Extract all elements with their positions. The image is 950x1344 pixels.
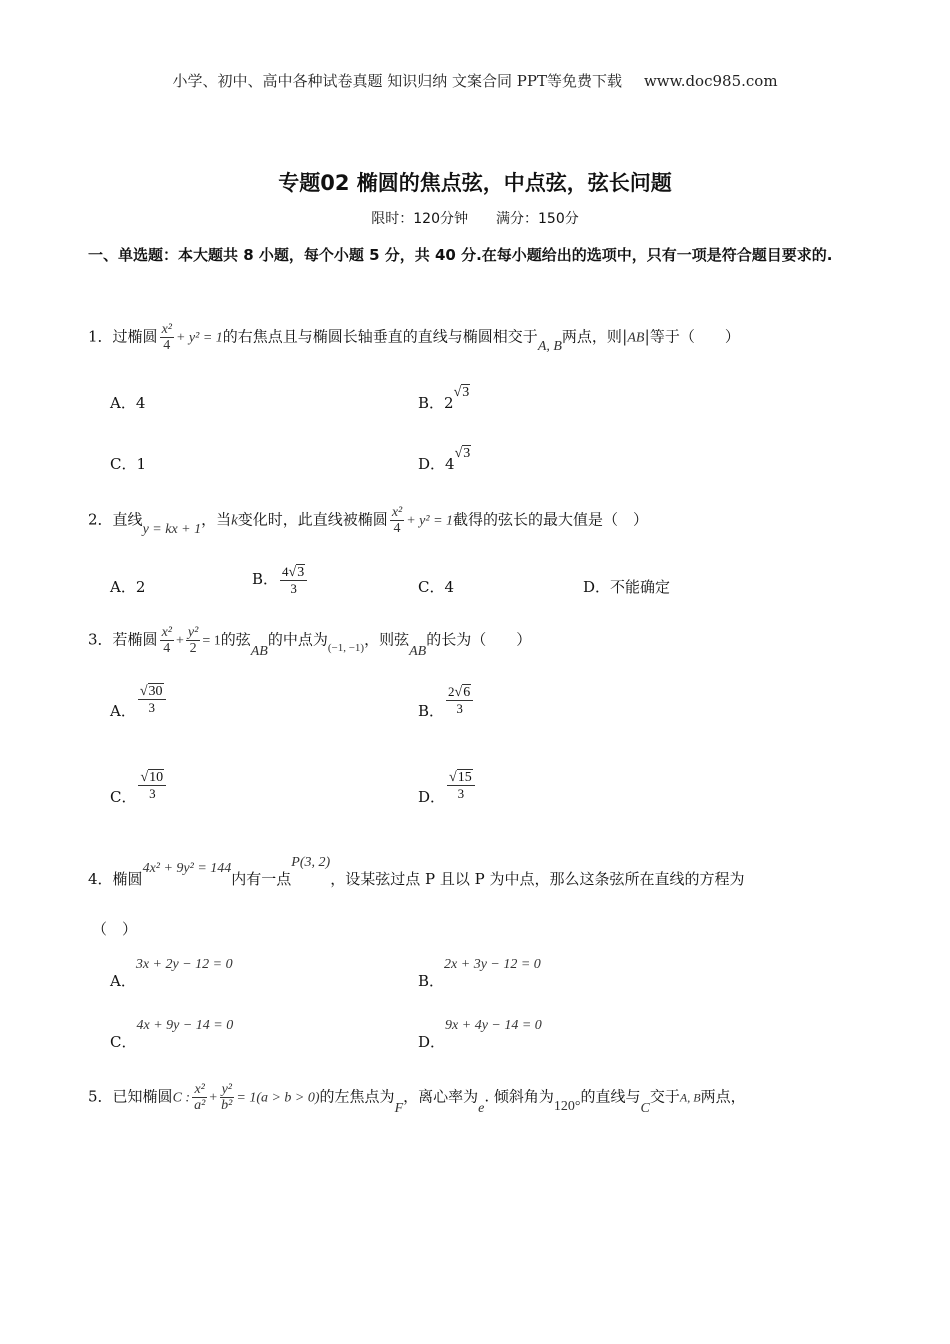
- question-text: 过椭圆: [112, 327, 158, 346]
- section-heading: 一、单选题：本大题共 8 小题，每个小题 5 分，共 40 分.在每小题给出的选项中，只有一项是符合题目要求的.: [88, 246, 833, 264]
- header-url[interactable]: www.doc985.com: [643, 72, 778, 90]
- question-text: 等于（ ）: [649, 327, 740, 346]
- exam-info: [0, 208, 950, 228]
- time-limit: 限时：120分钟: [371, 211, 468, 227]
- question-number: 1．: [88, 327, 113, 346]
- question-text: 的右焦点且与椭圆长轴垂直的直线与椭圆相交于: [222, 327, 538, 346]
- page-title: 专题02 椭圆的焦点弦，中点弦，弦长问题: [278, 171, 672, 195]
- question-text: 两点，则: [561, 327, 622, 346]
- question-4: 4．椭圆4x² + 9y² = 144内有一点P(3, 2)，设某弦过点 P 且以 P 为中点，那么这条弦所在直线的方程为: [88, 855, 745, 888]
- question-5: 5．已知椭圆C : $\frac{\text{x²}}{\text{a²}}$ + $\frac{\text{y²}}{\text{b²}}$ = 1(a > b > 0)的左焦点为F，离心率为e. 倾斜角为120°的直线与C交于A, B两点，: [88, 1082, 746, 1116]
- q2-option-b[interactable]: B． $\frac{4√3}{3}$: [252, 564, 309, 596]
- q1-option-a[interactable]: A．4: [110, 394, 146, 412]
- math-fraction: $\frac{\text{x²}}{4}$: [391, 505, 403, 536]
- math-expr: A, B: [537, 338, 562, 354]
- header-text: 小学、初中、高中各种试卷真题 知识归纳 文案合同 PPT等免费下载: [172, 72, 622, 90]
- math-expr: + y² = 1: [175, 330, 223, 346]
- math-fraction: $\frac{\text{x²}}{4}$: [161, 322, 172, 353]
- q4-option-c[interactable]: C．4x + 9y − 14 = 0: [110, 1018, 234, 1051]
- q2-option-a[interactable]: A．2: [110, 578, 146, 596]
- q3-option-a[interactable]: A． $\frac{√30}{3}$: [110, 684, 168, 715]
- page-header: [0, 70, 950, 91]
- math-expr: y = kx + 1: [142, 521, 202, 537]
- q1-option-c[interactable]: C．1: [110, 455, 147, 473]
- q3-option-d[interactable]: D． $\frac{√15}{3}$: [418, 770, 477, 801]
- q4-option-b[interactable]: B．2x + 3y − 12 = 0: [418, 957, 541, 990]
- q1-option-b[interactable]: B．2√3: [418, 385, 470, 412]
- question-3: 3．若椭圆 $\frac{\text{x²}}{4}$ + $\frac{\text{y²}}{2}$ = 1的弦AB的中点为$_{(-1, -1)}$，则弦AB的长为（ ）: [88, 625, 532, 659]
- q4-option-a[interactable]: A．3x + 2y − 12 = 0: [110, 957, 233, 990]
- q3-option-b[interactable]: B． $\frac{2√6}{3}$: [418, 684, 475, 716]
- q1-option-d[interactable]: D．4√3: [418, 446, 471, 473]
- full-score: 满分：150分: [496, 211, 579, 227]
- question-1: 1．过椭圆 $\frac{\text{x²}}{4}$ + y² = 1的右焦点且与椭圆长轴垂直的直线与椭圆相交于A, B两点，则|AB|等于（ ）: [88, 322, 740, 354]
- q4-option-d[interactable]: D．9x + 4y − 14 = 0: [418, 1018, 542, 1051]
- question-2: 2．直线y = kx + 1，当k变化时，此直线被椭圆 $\frac{\text{x²}}{4}$ + y² = 1截得的弦长的最大值是（ ）: [88, 505, 649, 537]
- q2-option-c[interactable]: C．4: [418, 578, 455, 596]
- q4-answer-paren: （ ）: [92, 920, 138, 938]
- math-expr: AB: [627, 330, 645, 346]
- q2-option-d[interactable]: D．不能确定: [583, 578, 671, 596]
- q3-option-c[interactable]: C． $\frac{√10}{3}$: [110, 770, 168, 801]
